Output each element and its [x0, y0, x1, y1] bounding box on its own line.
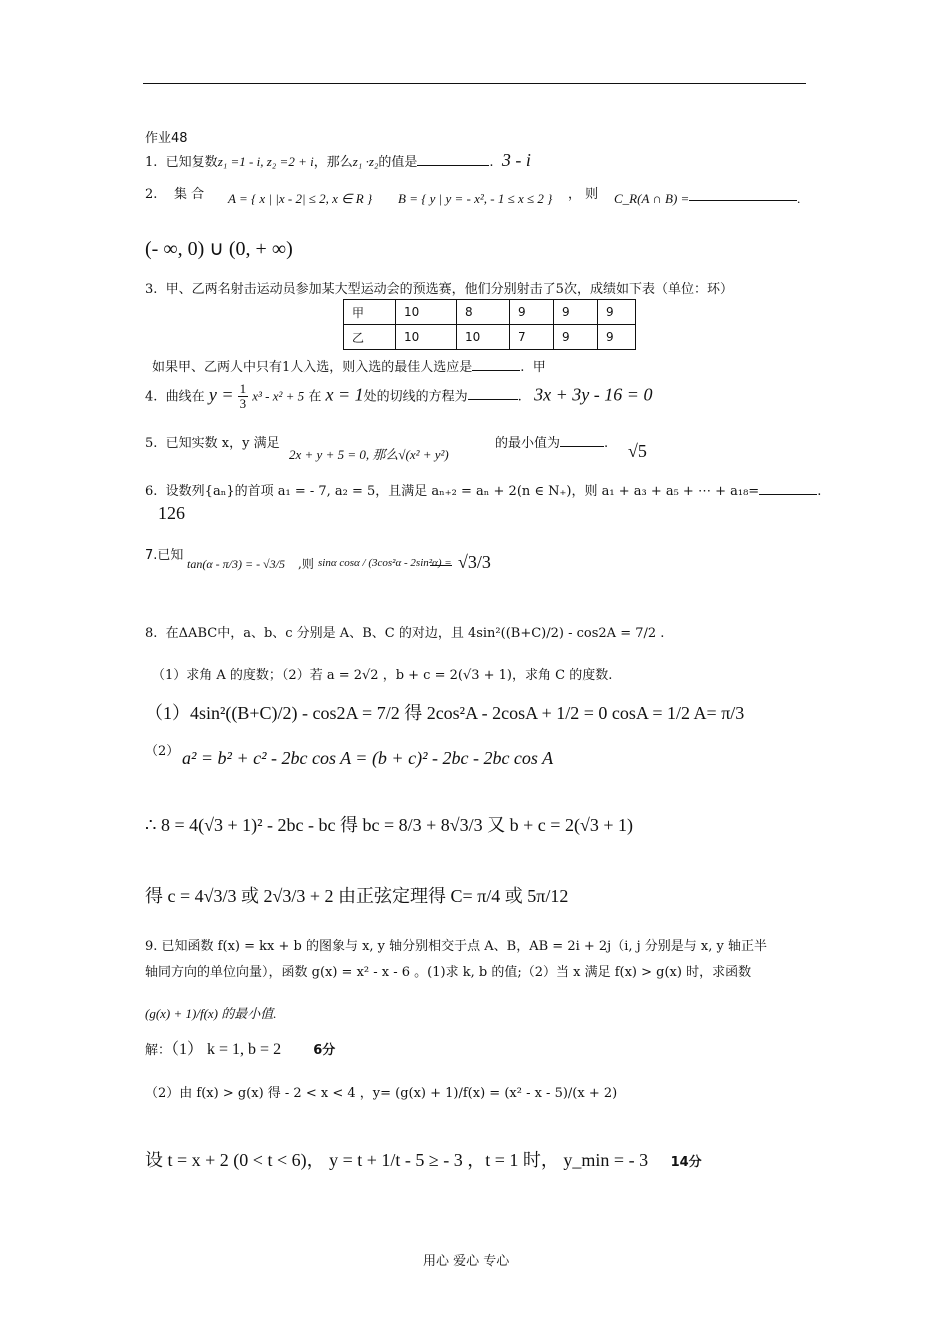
- table-cell: 10: [457, 325, 510, 350]
- q9-line1: 已知函数 f(x) = kx + b 的图象与 x, y 轴分别相交于点 A、B，AB = 2i + 2j（i, j 分别是与 x, y 轴正半: [161, 939, 767, 954]
- q4-suffix: 处的切线的方程为: [363, 389, 468, 405]
- question-2: [145, 183, 208, 202]
- q5-blank: [560, 434, 604, 447]
- q9-solution-3: 设 t = x + 2 (0 < t < 6)， y = t + 1/t - 5 ≥ - 3 ，t = 1 时， y_min = - 3 14分: [145, 1150, 702, 1170]
- q5-prefix: 已知实数 x，y 满足: [165, 436, 280, 451]
- q2-blank: [689, 199, 797, 201]
- question-7: [145, 544, 183, 563]
- q3-text: 甲、乙两名射击运动员参加某大型运动会的预选赛，他们分别射击了5次，成绩如下表（单位：环）: [165, 282, 733, 297]
- q8-line2: （1）求角 A 的度数；（2）若 a = 2√2 ，b + c = 2(√3 + 1)，求角 C 的度数.: [152, 668, 613, 683]
- q8-solution-4: 得 c = 4√3/3 或 2√3/3 + 2 由正弦定理得 C= π/4 或 5π/12: [145, 886, 569, 906]
- q1-prefix: 已知复数: [165, 155, 218, 170]
- q2-expr: C_R(A ∩ B) = .: [614, 191, 801, 206]
- question-8: [145, 622, 664, 641]
- q4-number: 4.: [145, 389, 158, 405]
- q4-curve-rest: x³ - x² + 5: [252, 388, 305, 404]
- table-cell: 9: [510, 300, 554, 325]
- q5-answer: √5: [628, 441, 647, 461]
- q4-fraction: $\frac{1}{3}$: [239, 381, 247, 412]
- q4-answer: 3x + 3y - 16 = 0: [534, 384, 653, 405]
- q3-blank: [472, 358, 520, 371]
- q1-expr: z₁ =1 - i, z₂ =2 + i: [217, 154, 314, 169]
- q2-set-b: B = { y | y = - x², - 1 ≤ x ≤ 2 }: [398, 191, 553, 206]
- q9-line3: (g(x) + 1)/f(x) 的最小值.: [145, 1006, 277, 1021]
- question-9: [145, 935, 767, 954]
- page-title: 作业48: [145, 131, 188, 146]
- q3-number: 3.: [145, 282, 158, 297]
- table-cell: 甲: [344, 300, 396, 325]
- q7-expr: sinα cosα / (3cos²α - 2sin²α) =: [318, 557, 452, 569]
- page-footer: 用心 爱心 专心: [423, 1254, 510, 1269]
- question-5: [145, 432, 280, 451]
- table-cell: 9: [554, 325, 598, 350]
- q7-blank: [430, 565, 452, 566]
- q5-number: 5.: [145, 436, 158, 451]
- q4-prefix: 曲线在: [165, 389, 205, 405]
- q7-cond: tan(α - π/3) = - √3/5: [187, 557, 285, 571]
- q9-sol-label: 解：: [145, 1043, 172, 1058]
- q1-expr2: z₁ ·z₂: [352, 154, 379, 169]
- table-row: [344, 300, 636, 325]
- table-cell: 8: [457, 300, 510, 325]
- q6-text: 设数列{aₙ}的首项 a₁ = - 7, a₂ = 5，且满足 aₙ₊₂ = aₙ + 2(n ∈ N₊)，则 a₁ + a₃ + a₅ + ⋯ + a₁₈=: [165, 484, 760, 499]
- score-table: [343, 299, 636, 350]
- q9-score-1: 6分: [313, 1043, 336, 1058]
- q7-prefix: 已知: [157, 548, 184, 563]
- q4-point: x = 1: [325, 384, 364, 405]
- q1-mid: ，那么: [313, 155, 353, 170]
- q2-then: ， 则: [568, 187, 599, 202]
- q9-line2: 轴同方向的单位向量），函数 g(x) = x² - x - 6 。(1)求 k, b 的值;（2）当 x 满足 f(x) > g(x) 时，求函数: [145, 965, 752, 980]
- q9-score-2: 14分: [670, 1155, 702, 1170]
- q4-mid: 在: [308, 389, 322, 405]
- table-row: [344, 325, 636, 350]
- q1-suffix: 的值是: [378, 155, 418, 170]
- q7-number: 7.: [145, 548, 158, 563]
- q6-number: 6.: [145, 484, 158, 499]
- q2-answer: (- ∞, 0) ∪ (0, + ∞): [145, 238, 293, 260]
- q1-blank: [417, 153, 489, 166]
- q7-answer: √3/3: [458, 552, 491, 572]
- q3-answer: 甲: [532, 360, 546, 375]
- q2-prefix: 集 合: [173, 187, 205, 202]
- q8-solution-2: a² = b² + c² - 2bc cos A = (b + c)² - 2bc - 2bc cos A: [182, 748, 554, 768]
- q8-number: 8.: [145, 626, 158, 641]
- q6-blank: [759, 482, 817, 495]
- question-4: 4. 曲线在 y = $\frac{1}{3}$ x³ - x² + 5 在 x = 1处的切线的方程为 . 3x + 3y - 16 = 0: [145, 381, 653, 412]
- question-6: 6. 设数列{aₙ}的首项 a₁ = - 7, a₂ = 5，且满足 aₙ₊₂ = aₙ + 2(n ∈ N₊)，则 a₁ + a₃ + a₅ + ⋯ + a₁₈= .: [145, 484, 822, 499]
- q6-answer: 126: [158, 503, 185, 523]
- q9-number: 9.: [145, 939, 158, 954]
- header-rule: [143, 83, 806, 84]
- q2-set-a: A = { x | |x - 2| ≤ 2, x ∈ R }: [228, 191, 373, 206]
- q7-then: ,则: [298, 557, 314, 571]
- q5-expr: 2x + y + 5 = 0, 那么√(x² + y²): [289, 447, 449, 462]
- table-cell: 9: [598, 300, 636, 325]
- table-cell: 乙: [344, 325, 396, 350]
- table-cell: 9: [554, 300, 598, 325]
- q2-number: 2.: [145, 187, 158, 202]
- question-1: 1. 已知复数z₁ =1 - i, z₂ =2 + i，那么z₁ ·z₂的值是 . 3 - i: [145, 150, 531, 170]
- q8-solution-3: ∴ 8 = 4(√3 + 1)² - 2bc - bc 得 bc = 8/3 + 8√3/3 又 b + c = 2(√3 + 1): [145, 815, 633, 835]
- q9-solution-1: [145, 1036, 335, 1059]
- q9-solution-2: （2）由 f(x) > g(x) 得 - 2 < x < 4 ，y= (g(x) + 1)/f(x) = (x² - x - 5)/(x + 2): [145, 1086, 618, 1101]
- question-3: [145, 278, 733, 297]
- q3-followup: 如果甲、乙两人中只有1人入选，则入选的最佳人选应是 . 甲: [152, 360, 546, 375]
- q4-curve-y: y =: [208, 384, 234, 405]
- table-cell: 10: [396, 300, 457, 325]
- q8-solution-2-label: （2）: [145, 744, 180, 759]
- table-cell: 10: [396, 325, 457, 350]
- q4-blank: [468, 387, 518, 400]
- q1-answer: 3 - i: [501, 150, 531, 170]
- q5-suffix-line: 的最小值为 .: [495, 436, 609, 451]
- table-cell: 7: [510, 325, 554, 350]
- q8-solution-1: （1）4sin²((B+C)/2) - cos2A = 7/2 得 2cos²A - 2cosA + 1/2 = 0 cosA = 1/2 A= π/3: [145, 703, 745, 723]
- q9-sol1: （1） k = 1, b = 2: [171, 1041, 282, 1058]
- q8-line1: 在ΔABC中，a、b、c 分别是 A、B、C 的对边，且 4sin²((B+C)/2) - cos2A = 7/2 .: [165, 626, 665, 641]
- q1-number: 1.: [145, 155, 158, 170]
- table-cell: 9: [598, 325, 636, 350]
